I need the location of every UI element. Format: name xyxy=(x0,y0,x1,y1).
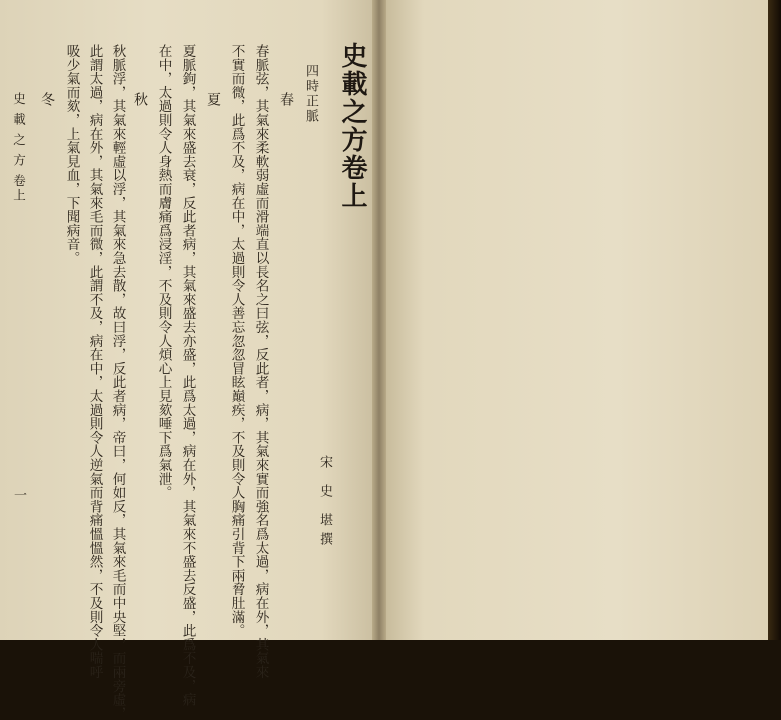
season-label-spring: 春 xyxy=(278,92,294,106)
text-column-spring-2: 不實而微，此爲不及，病在中，太過則令人善忘忽忽冒眩巔疾，不及則令人胸痛引背下兩脅肚滿。 xyxy=(228,44,245,638)
season-label-autumn: 秋 xyxy=(132,92,148,106)
book-gutter xyxy=(372,0,386,640)
text-column-summer-2: 在中，太過則令人身熱而膚痛爲浸淫，不及則令人煩心上見欬唾下爲氣泄。 xyxy=(155,44,172,500)
page-edge-shadow xyxy=(768,0,781,640)
text-column-summer-1: 夏脈鉤，其氣來盛去衰，反此者病，其氣來盛去亦盛，此爲太過，病在外，其氣來不盛去反盛，此爲不及，病 xyxy=(179,44,196,707)
running-header: 史 載 之 方 卷上 xyxy=(11,92,27,203)
author-line: 宋 史 堪撰 xyxy=(317,455,332,552)
page-number: 一 xyxy=(11,488,26,501)
text-column-autumn-3: 吸少氣而欬，上氣見血，下聞病音。 xyxy=(63,44,80,265)
text-column-autumn-2: 此謂太過，病在外，其氣來毛而微，此謂不及，病在中，太過則令人逆氣而背痛慍慍然，不及則令人喘呼 xyxy=(86,44,103,679)
right-page xyxy=(386,0,768,640)
season-label-winter: 冬 xyxy=(39,92,55,106)
book-title: 史載之方卷上 xyxy=(337,42,367,210)
text-column-spring-1: 春脈弦，其氣來柔軟弱虛而滑端直以長名之曰弦，反此者，病，其氣來實而強名爲太過，病在外，其氣來 xyxy=(252,44,269,679)
section-title: 四時正脈 xyxy=(303,64,318,124)
text-column-autumn-1: 秋脈浮，其氣來輕虛以浮，其氣來急去散，故曰浮，反此者病，帝曰，何如反，其氣來毛而中央堅，而兩旁虛， xyxy=(109,44,126,720)
season-label-summer: 夏 xyxy=(205,92,221,106)
